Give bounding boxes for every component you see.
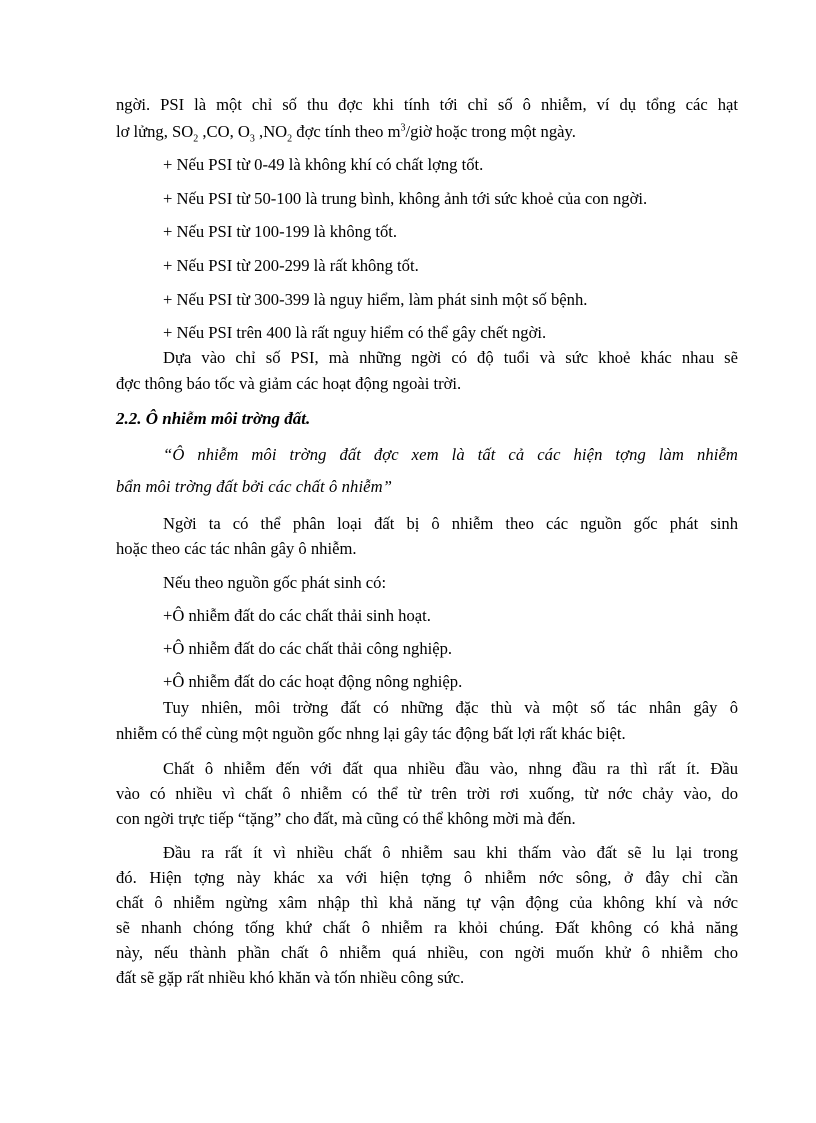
inputs-paragraph-line: con ngời trực tiếp “tặng” cho đất, mà cũng có thể không mời mà đến. xyxy=(116,809,576,828)
inputs-paragraph-line: Chất ô nhiễm đến với đất qua nhiều đầu vào, nhng đầu ra thì rất ít. Đầu xyxy=(163,759,738,778)
outputs-paragraph-line: này, nếu thành phần chất ô nhiễm quá nhiều, con ngời muốn khử ô nhiễm cho xyxy=(116,943,738,962)
origin-item: +Ô nhiễm đất do các chất thải công nghiệp. xyxy=(163,639,453,658)
definition-quote-line-2: bẩn môi trờng đất bởi các chất ô nhiễm” xyxy=(116,477,393,496)
section-heading: 2.2. Ô nhiễm môi trờng đất. xyxy=(116,409,311,428)
outputs-paragraph-line: Đầu ra rất ít vì nhiều chất ô nhiễm sau khi thấm vào đất sẽ lu lại trong xyxy=(163,843,738,862)
classification-line-2: hoặc theo các tác nhân gây ô nhiễm. xyxy=(116,539,357,558)
psi-level-item: + Nếu PSI từ 0-49 là không khí có chất lợng tốt. xyxy=(163,155,484,174)
psi-level-item: + Nếu PSI từ 200-299 là rất không tốt. xyxy=(163,256,419,275)
psi-intro-line-2: lơ lửng, $SO_2$ ,CO, $O_3$ $,NO_2$ đợc tính theo $m^3$/giờ hoặc trong một ngày. xyxy=(116,122,576,145)
psi-note-line-1: Dựa vào chỉ số PSI, mà những ngời có độ tuổi và sức khoẻ khác nhau sẽ xyxy=(163,348,738,367)
classification-line-1: Ngời ta có thể phân loại đất bị ô nhiễm theo các nguồn gốc phát sinh xyxy=(163,514,738,533)
origin-item: +Ô nhiễm đất do các chất thải sinh hoạt. xyxy=(163,606,431,625)
inputs-paragraph-line: vào có nhiều vì chất ô nhiễm có thể từ trên trời rơi xuống, từ nớc chảy vào, do xyxy=(116,784,738,803)
outputs-paragraph-line: sẽ nhanh chóng tống khứ chất ô nhiễm ra khỏi chúng. Đất không có khả năng xyxy=(116,918,738,937)
psi-level-item: + Nếu PSI từ 100-199 là không tốt. xyxy=(163,222,398,241)
psi-level-item: + Nếu PSI từ 300-399 là nguy hiểm, làm phát sinh một số bệnh. xyxy=(163,290,588,309)
outputs-paragraph-line: chất ô nhiễm ngừng xâm nhập thì khả năng tự vận động của không khí và nớc xyxy=(116,893,738,912)
origin-intro: Nếu theo nguồn gốc phát sinh có: xyxy=(163,573,387,592)
psi-level-item: + Nếu PSI trên 400 là rất nguy hiểm có thể gây chết ngời. xyxy=(163,323,547,342)
psi-level-item: + Nếu PSI từ 50-100 là trung bình, không ảnh tới sức khoẻ của con ngời. xyxy=(163,189,648,208)
psi-intro-line-1: ngời. PSI là một chỉ số thu đợc khi tính tới chỉ số ô nhiễm, ví dụ tổng các hạt xyxy=(116,95,738,114)
definition-quote-line-1: “Ô nhiễm môi trờng đất đợc xem là tất cả các hiện tợng làm nhiễm xyxy=(163,445,738,464)
origin-item: +Ô nhiễm đất do các hoạt động nông nghiệp. xyxy=(163,672,463,691)
outputs-paragraph-line: đó. Hiện tợng này khác xa với hiện tợng ô nhiễm nớc sông, ở đây chỉ cần xyxy=(116,868,738,887)
psi-note-line-2: đợc thông báo tốc và giảm các hoạt động ngoài trời. xyxy=(116,374,462,393)
however-line-2: nhiễm có thể cùng một nguồn gốc nhng lại gây tác động bất lợi rất khác biệt. xyxy=(116,724,626,743)
however-line-1: Tuy nhiên, môi trờng đất có những đặc thù và một số tác nhân gây ô xyxy=(163,698,738,717)
outputs-paragraph-line: đất sẽ gặp rất nhiều khó khăn và tốn nhiều công sức. xyxy=(116,968,465,987)
